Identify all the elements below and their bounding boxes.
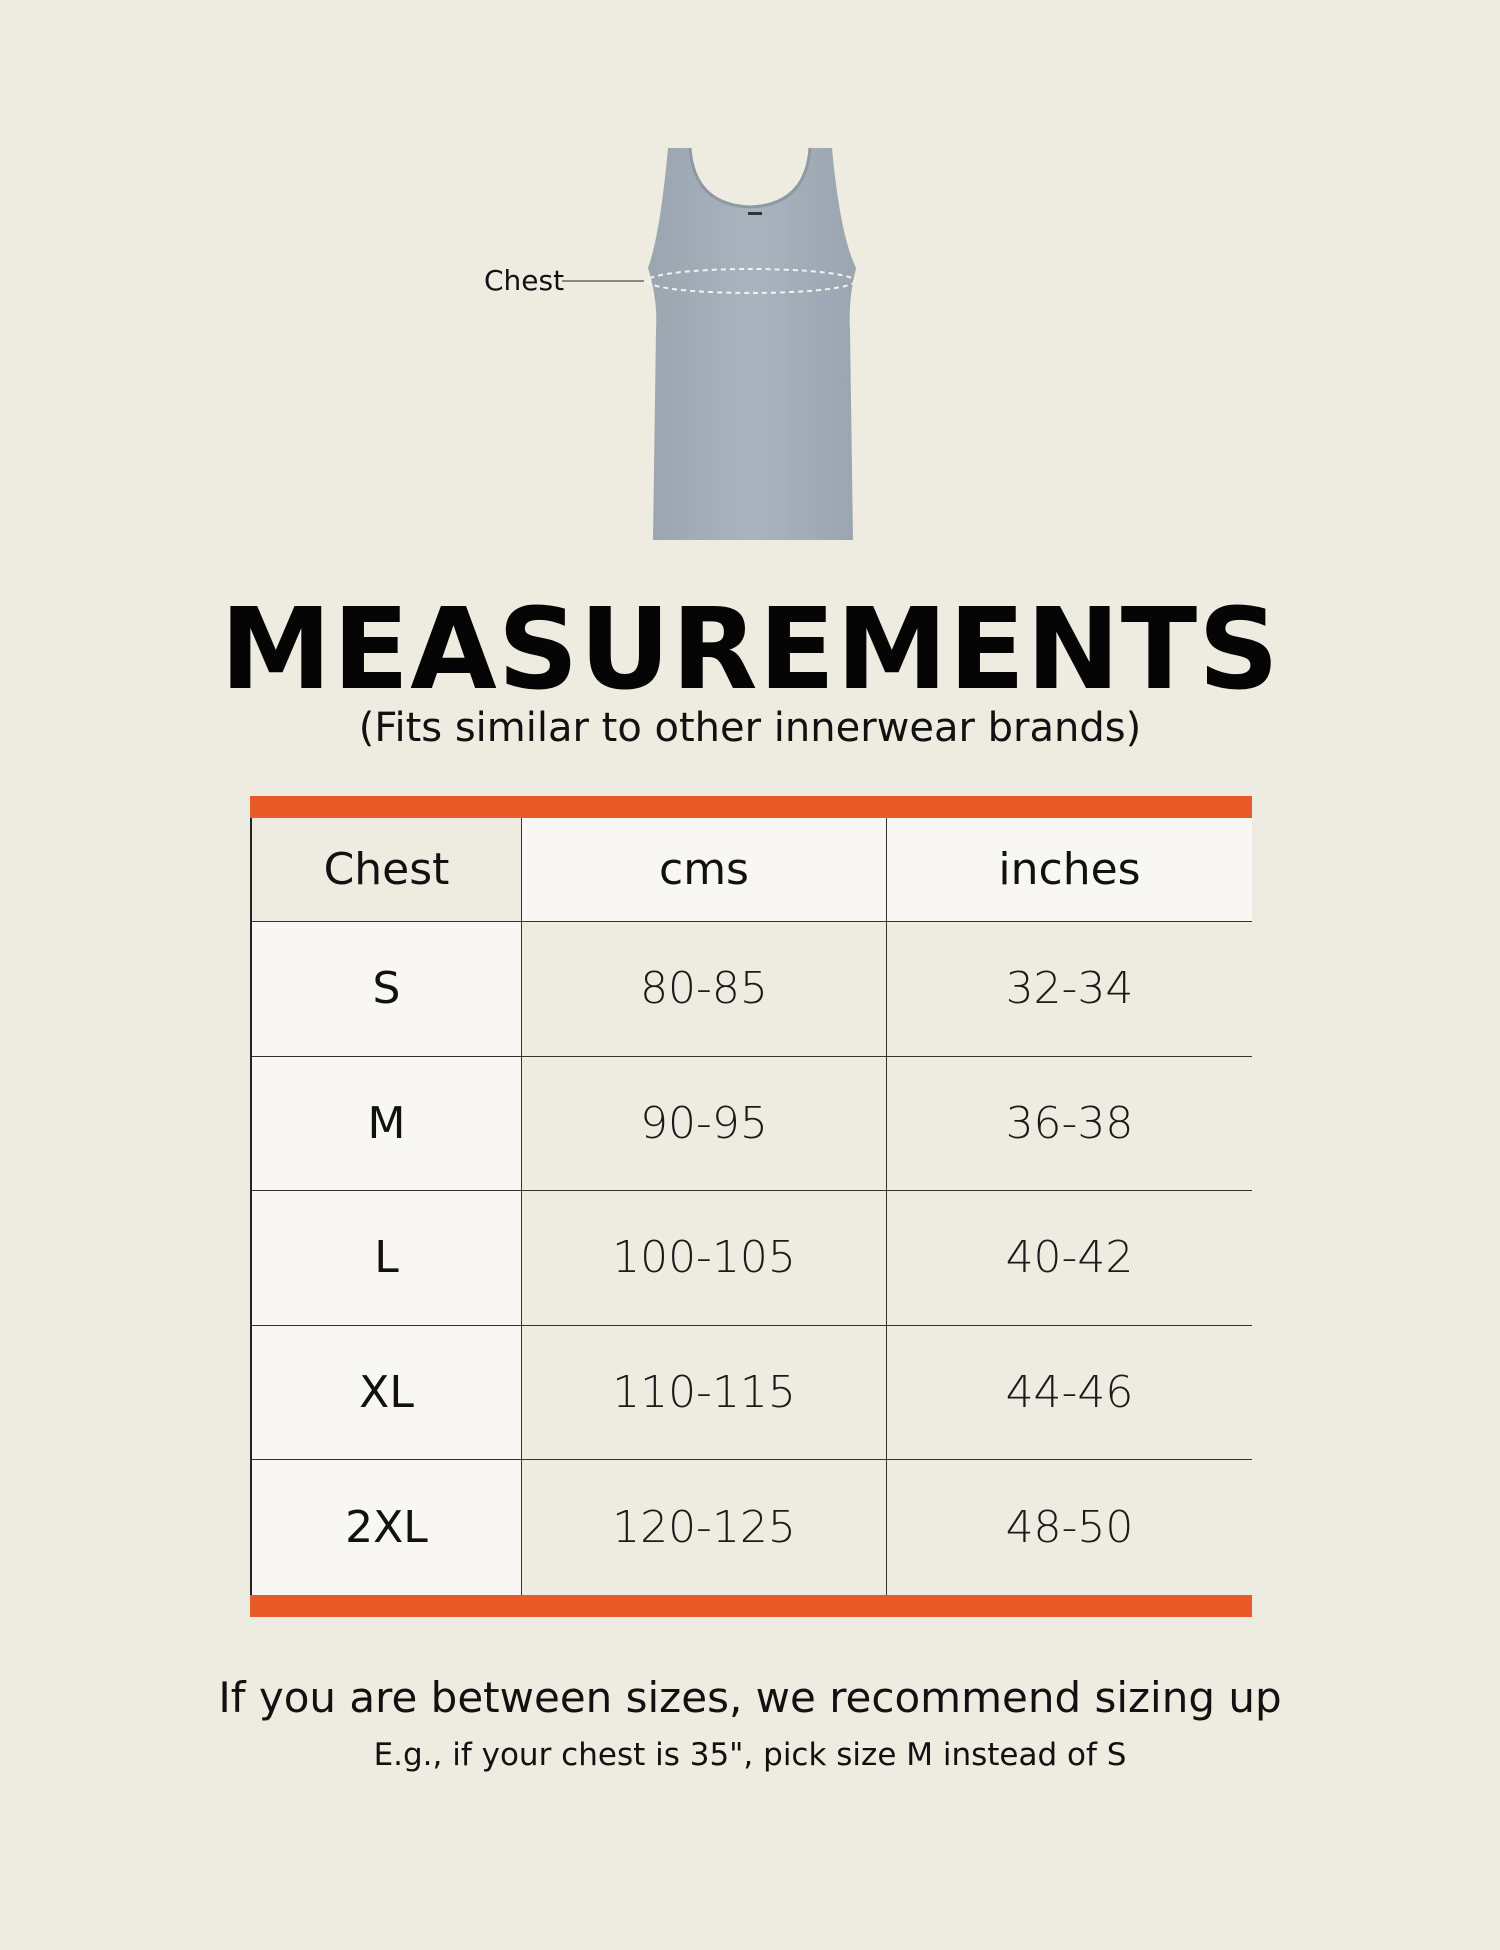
cms-value: 80-85	[522, 922, 887, 1057]
size-table	[250, 796, 1252, 1617]
inches-value: 48-50	[887, 1460, 1252, 1595]
header-cms: cms	[522, 818, 887, 922]
cms-value: 110-115	[522, 1326, 887, 1461]
cms-value: 90-95	[522, 1057, 887, 1192]
chest-label: Chest	[484, 264, 565, 297]
garment-illustration	[0, 0, 1500, 560]
table-bottom-bar	[250, 1595, 1252, 1617]
size-label: 2XL	[252, 1460, 522, 1595]
tank-top-icon	[0, 0, 1500, 560]
size-label: XL	[252, 1326, 522, 1461]
inches-value: 32-34	[887, 922, 1252, 1057]
page-subtitle: (Fits similar to other innerwear brands)	[358, 705, 1142, 751]
inches-value: 36-38	[887, 1057, 1252, 1192]
header-chest: Chest	[252, 818, 522, 922]
table-grid	[250, 818, 1252, 1595]
cms-value: 100-105	[522, 1191, 887, 1326]
inches-value: 40-42	[887, 1191, 1252, 1326]
sizing-advice: If you are between sizes, we recommend sizing up	[218, 1673, 1282, 1722]
page-title: MEASUREMENTS	[220, 585, 1280, 715]
header-inches: inches	[887, 818, 1252, 922]
size-label: M	[252, 1057, 522, 1192]
sizing-example: E.g., if your chest is 35", pick size M instead of S	[373, 1737, 1127, 1773]
inches-value: 44-46	[887, 1326, 1252, 1461]
table-top-bar	[250, 796, 1252, 818]
size-label: S	[252, 922, 522, 1057]
cms-value: 120-125	[522, 1460, 887, 1595]
size-label: L	[252, 1191, 522, 1326]
